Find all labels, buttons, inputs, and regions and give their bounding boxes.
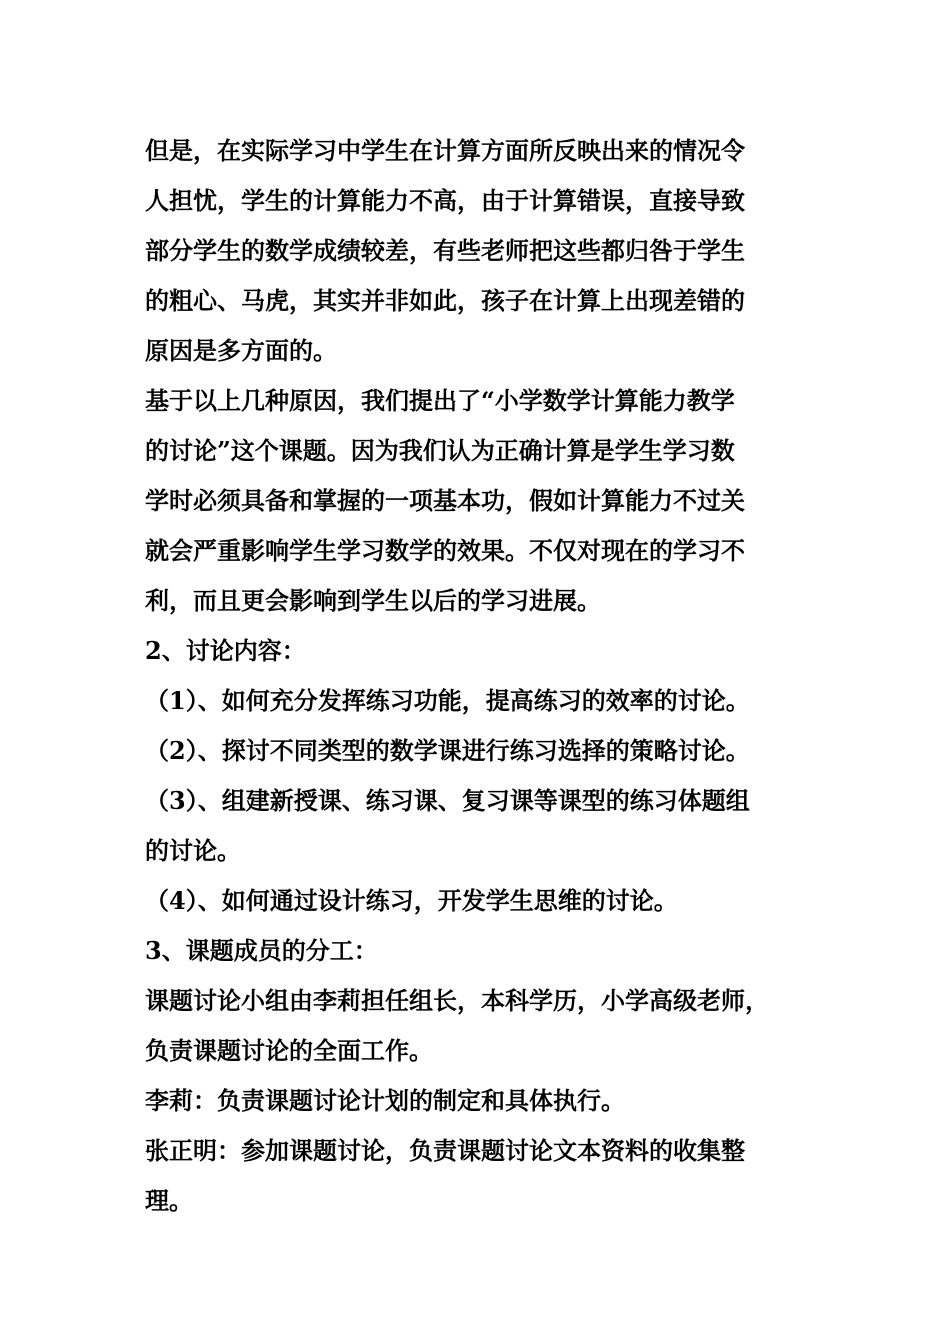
list-item: （2）、探讨不同类型的数学课进行练习选择的策略讨论。 [145,736,750,765]
list-item-continuation: 的讨论。 [145,836,241,865]
text-line: 课题讨论小组由李莉担任组长，本科学历，小学高级老师， [145,986,769,1015]
list-item: （4）、如何通过设计练习，开发学生思维的讨论。 [145,886,678,915]
text-line: 就会严重影响学生学习数学的效果。不仅对现在的学习不 [145,536,745,565]
list-item: （3）、组建新授课、练习课、复习课等课型的练习体题组 [145,786,750,815]
text-line: 利，而且更会影响到学生以后的学习进展。 [145,586,601,615]
text-line: 部分学生的数学成绩较差，有些老师把这些都归咎于学生 [145,236,745,265]
document-body [145,126,835,1226]
text-line: 张正明：参加课题讨论，负责课题讨论文本资料的收集整 [145,1136,745,1165]
text-line: 但是，在实际学习中学生在计算方面所反映出来的情况令 [145,136,745,165]
text-line: 负责课题讨论的全面工作。 [145,1036,433,1065]
text-line: 的讨论”这个课题。因为我们认为正确计算是学生学习数 [145,436,735,465]
text-line: 学时必须具备和掌握的一项基本功，假如计算能力不过关 [145,486,745,515]
section-heading: 2、讨论内容： [145,636,306,665]
section-heading: 3、课题成员的分工： [145,936,378,965]
text-line: 人担忧，学生的计算能力不高，由于计算错误，直接导致 [145,186,745,215]
text-line: 基于以上几种原因，我们提出了“小学数学计算能力教学 [145,386,735,415]
text-line: 的粗心、马虎，其实并非如此，孩子在计算上出现差错的 [145,286,745,315]
text-line: 理。 [145,1186,193,1215]
list-item: （1）、如何充分发挥练习功能，提高练习的效率的讨论。 [145,686,750,715]
text-line: 原因是多方面的。 [145,336,337,365]
text-line: 李莉：负责课题讨论计划的制定和具体执行。 [145,1086,625,1115]
